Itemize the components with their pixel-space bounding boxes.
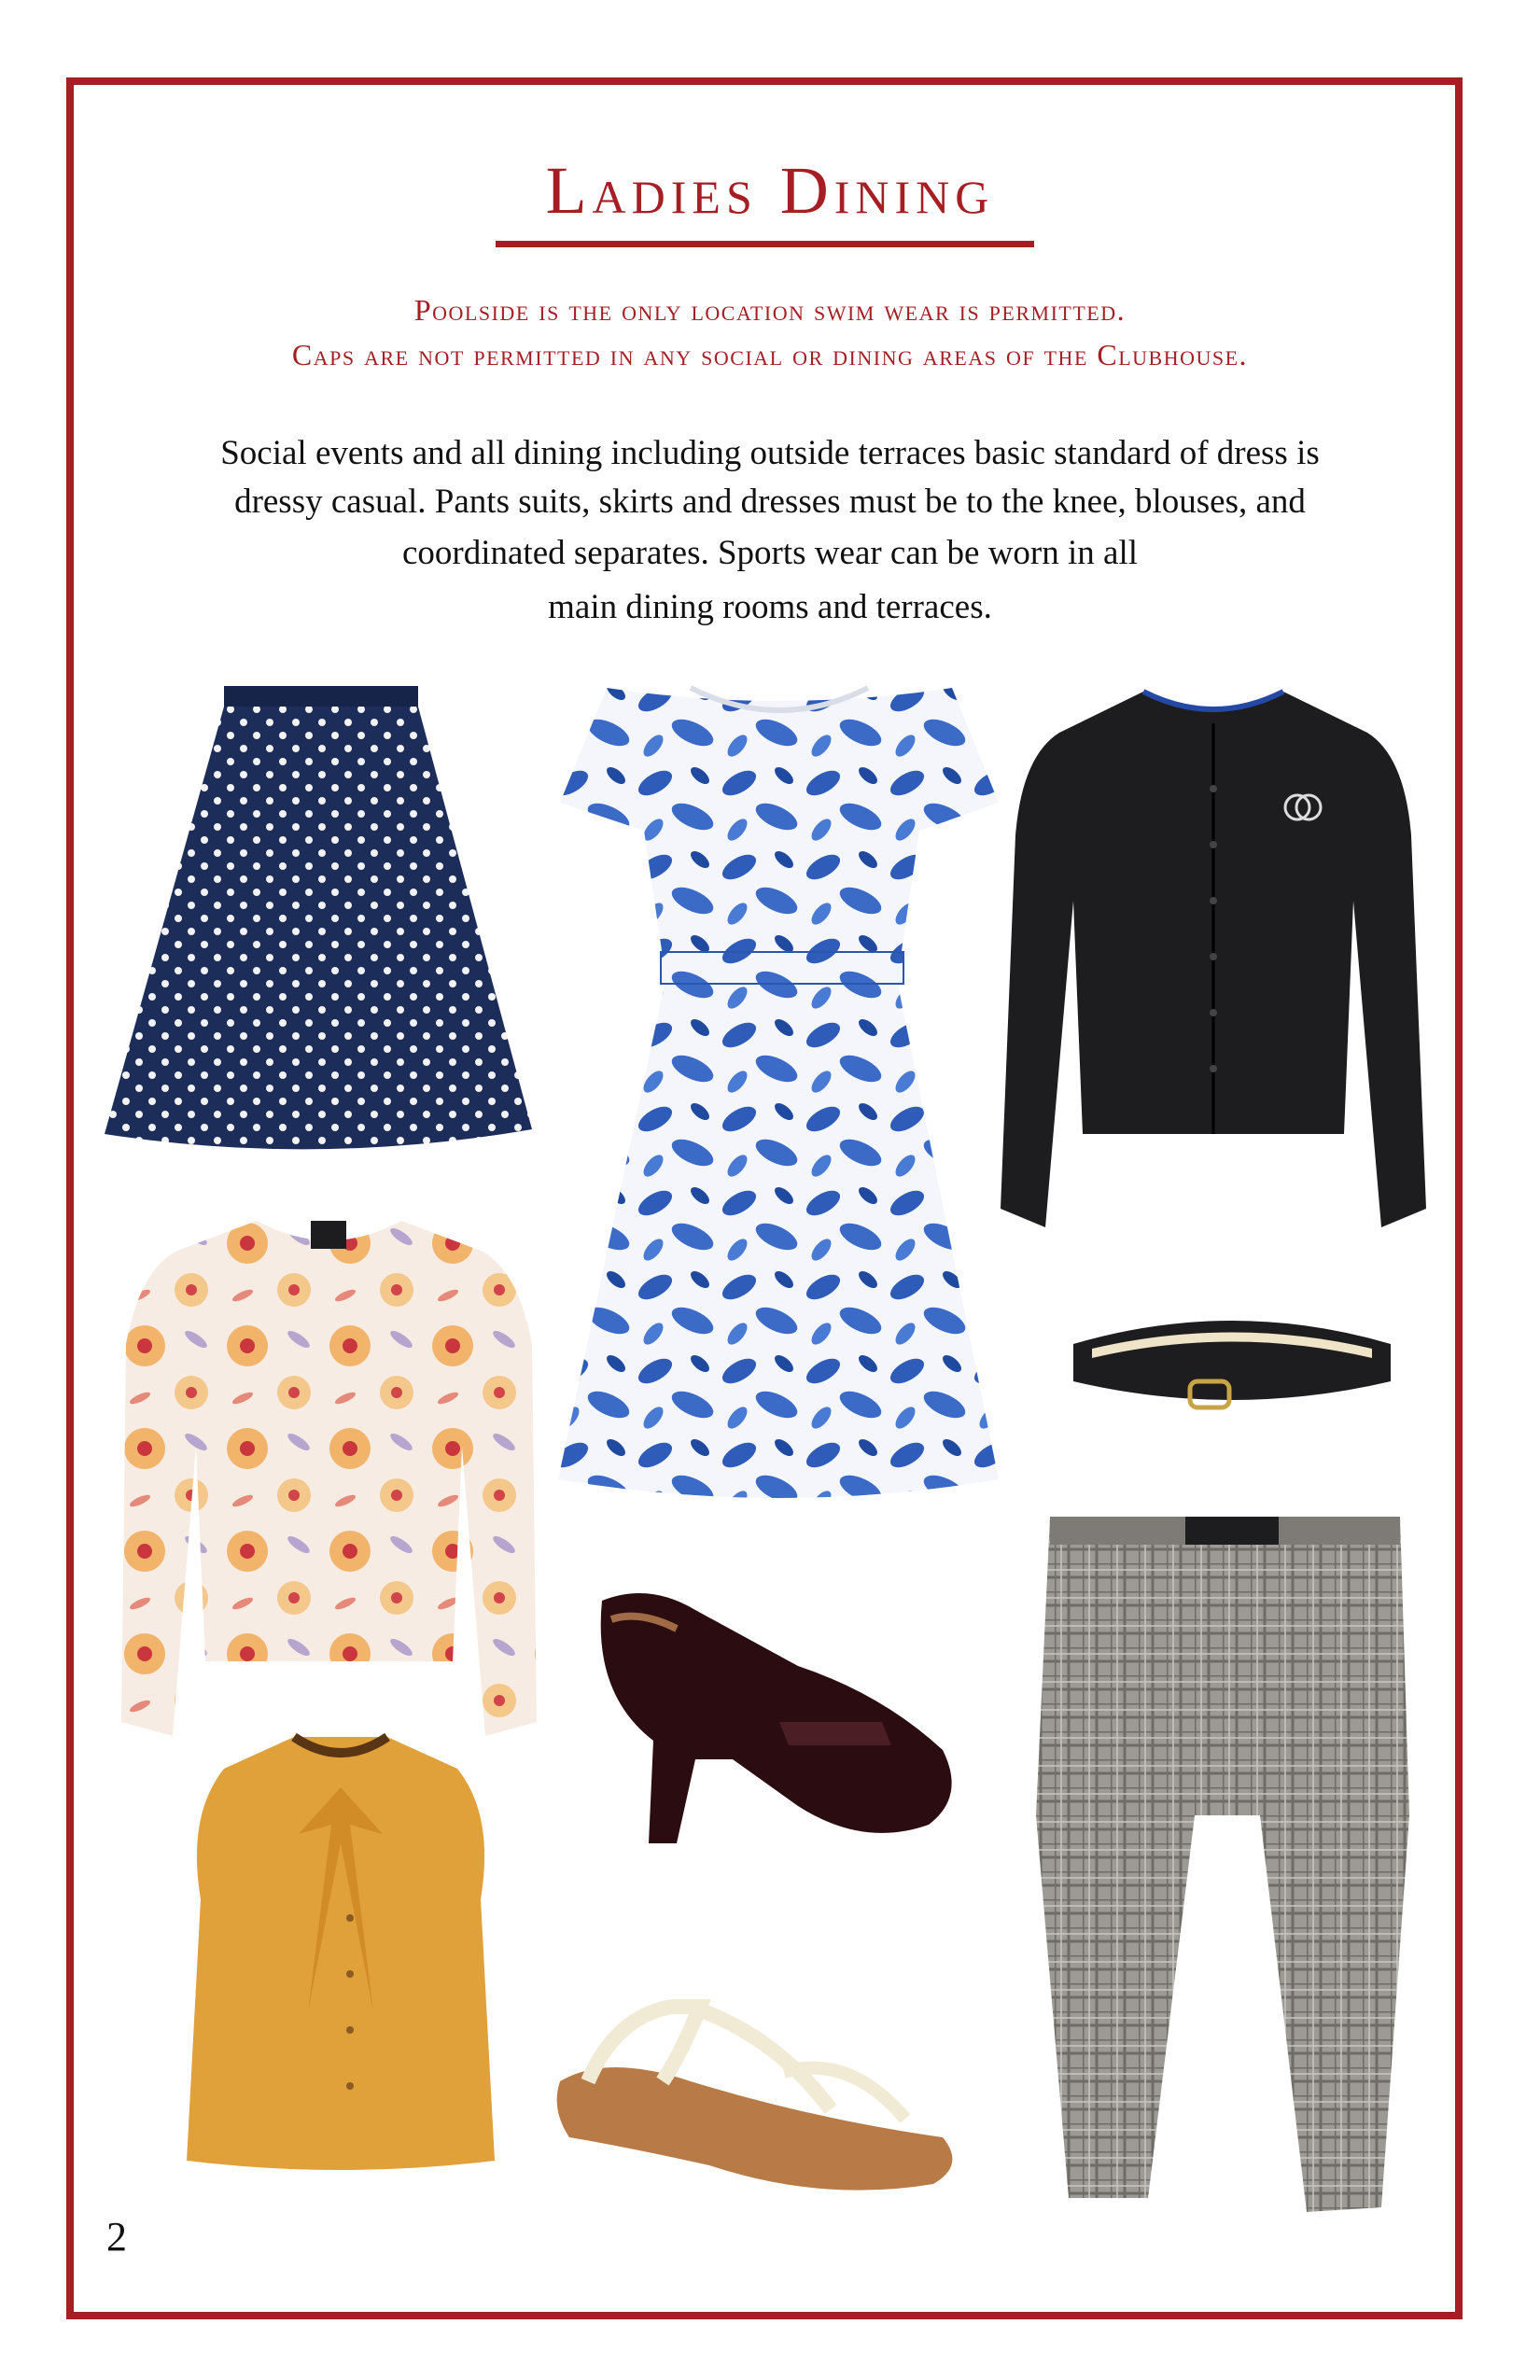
white-sandal-image	[551, 1979, 966, 2203]
black-cardigan-image	[989, 686, 1437, 1241]
floral-dress-image	[551, 677, 1008, 1517]
black-belt-image	[1055, 1311, 1409, 1414]
page-number: 2	[106, 2214, 127, 2260]
notice-caps: Caps are not permitted in any social or dining areas of the Clubhouse.	[291, 338, 1249, 371]
dress-code-line-1: Social events and all dining including outside terraces basic standard of dress is	[220, 434, 1320, 472]
mustard-blouse-image	[177, 1731, 504, 2175]
title-underline	[496, 241, 1034, 247]
page-title: Ladies Dining	[545, 153, 995, 228]
dress-code-line-3: coordinated separates. Sports wear can be worn in all	[401, 534, 1139, 572]
dress-code-line-2: dressy casual. Pants suits, skirts and dresses must be to the knee, blouses, and	[234, 483, 1306, 521]
floral-blouse-image	[117, 1213, 541, 1745]
dress-code-line-4: main dining rooms and terraces.	[548, 588, 992, 626]
loafer-heel-image	[583, 1582, 966, 1853]
polka-dot-skirt-image	[93, 677, 541, 1171]
notice-swimwear: Poolside is the only location swim wear is permitted.	[413, 293, 1127, 327]
plaid-pants-image	[999, 1507, 1419, 2226]
